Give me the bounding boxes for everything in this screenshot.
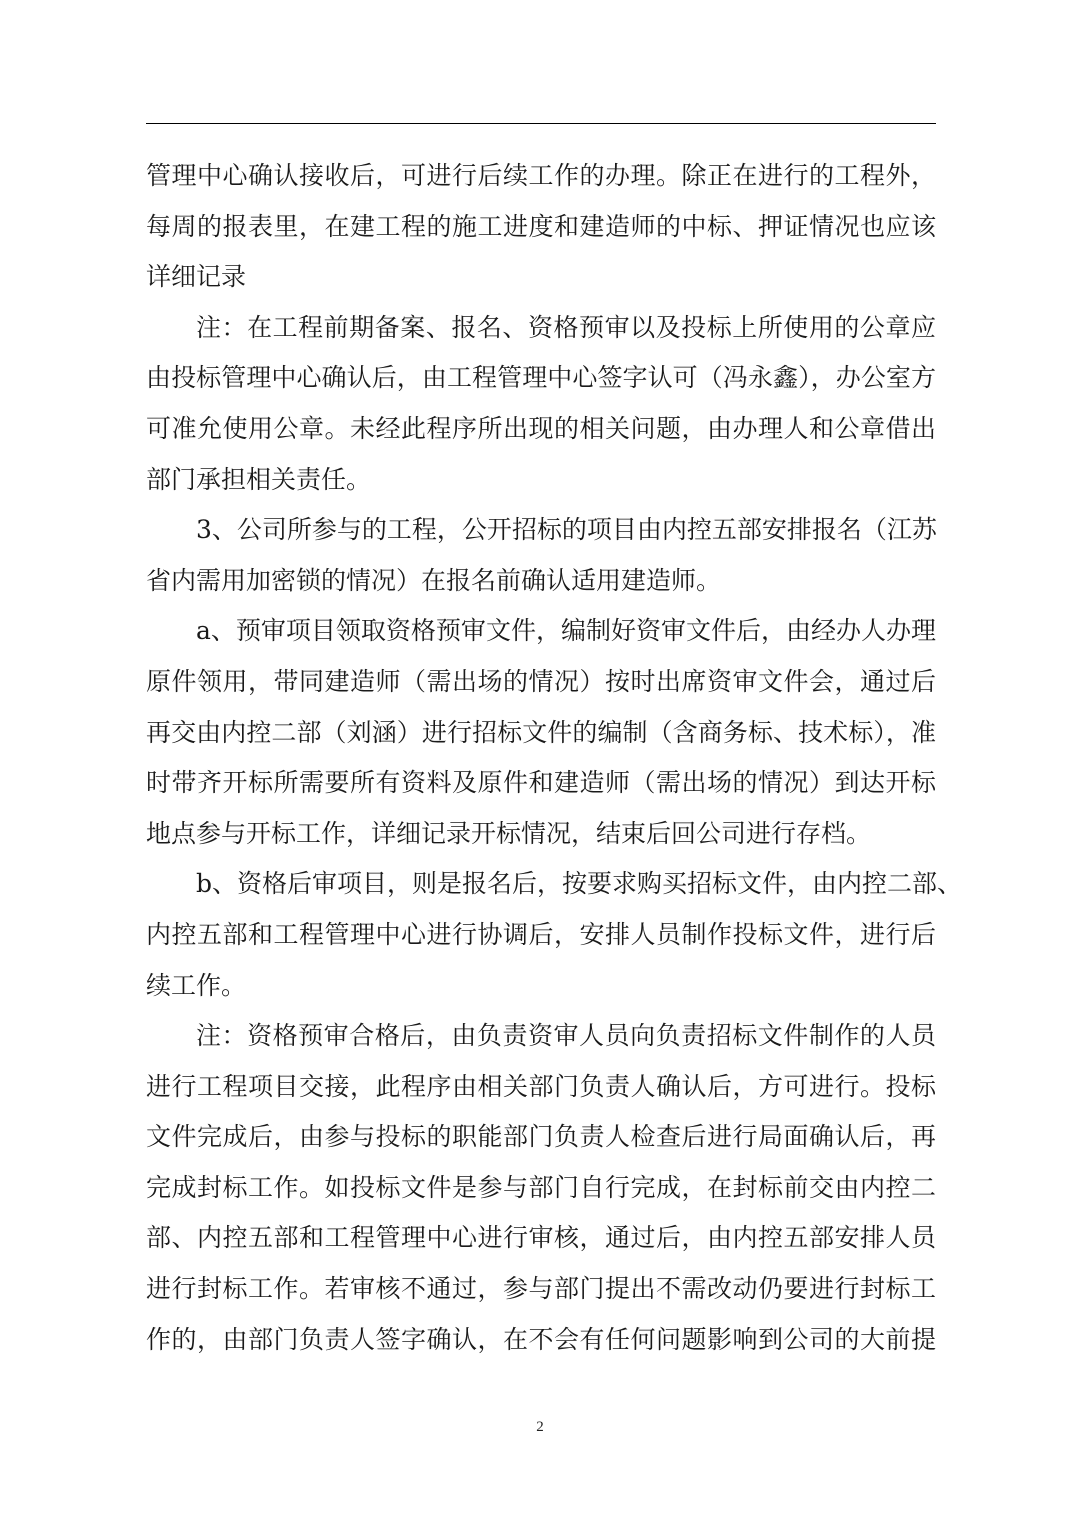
text-line: 地点参与开标工作，详细记录开标情况，结束后回公司进行存档。: [146, 818, 872, 848]
text-line: 可准允使用公章。未经此程序所出现的相关问题，由办理人和公章借出: [146, 413, 936, 443]
text-line: 再交由内控二部（刘涵）进行招标文件的编制（含商务标、技术标），准: [146, 717, 936, 747]
header-rule: [146, 123, 936, 124]
text-line: 进行工程项目交接，此程序由相关部门负责人确认后，方可进行。投标: [146, 1071, 936, 1101]
text-line: 省内需用加密锁的情况）在报名前确认适用建造师。: [146, 565, 722, 595]
text-line: 原件领用，带同建造师（需出场的情况）按时出席资审文件会，通过后: [146, 666, 936, 696]
text-line: 由投标管理中心确认后，由工程管理中心签字认可（冯永鑫），办公室方: [146, 363, 936, 393]
page-number: 2: [536, 1419, 544, 1435]
text-line: 注：在工程前期备案、报名、资格预审以及投标上所使用的公章应: [196, 312, 936, 342]
text-line: 续工作。: [146, 970, 247, 1000]
text-line: 详细记录: [146, 262, 247, 292]
document-body: [146, 151, 963, 1365]
text-line: 文件完成后，由参与投标的职能部门负责人检查后进行局面确认后，再: [146, 1122, 936, 1152]
text-line: 内控五部和工程管理中心进行协调后，安排人员制作投标文件，进行后: [146, 919, 936, 949]
text-line: 注：资格预审合格后，由负责资审人员向负责招标文件制作的人员: [196, 1021, 936, 1051]
text-line: b、资格后审项目，则是报名后，按要求购买招标文件，由内控二部、: [196, 869, 963, 899]
text-line: 部门承担相关责任。: [146, 464, 372, 494]
text-line: a、预审项目领取资格预审文件，编制好资审文件后，由经办人办理: [196, 616, 936, 646]
text-line: 每周的报表里，在建工程的施工进度和建造师的中标、押证情况也应该: [146, 211, 936, 241]
text-line: 完成封标工作。如投标文件是参与部门自行完成，在封标前交由内控二: [146, 1172, 936, 1202]
text-line: 进行封标工作。若审核不通过，参与部门提出不需改动仍要进行封标工: [146, 1274, 936, 1304]
text-line: 作的，由部门负责人签字确认，在不会有任何问题影响到公司的大前提: [146, 1324, 936, 1354]
text-line: 管理中心确认接收后，可进行后续工作的办理。除正在进行的工程外，: [146, 161, 936, 190]
text-line: 部、内控五部和工程管理中心进行审核，通过后，由内控五部安排人员: [146, 1223, 936, 1253]
text-line: 时带齐开标所需要所有资料及原件和建造师（需出场的情况）到达开标: [146, 768, 936, 798]
text-line: 3、公司所参与的工程，公开招标的项目由内控五部安排报名（江苏: [196, 515, 937, 545]
